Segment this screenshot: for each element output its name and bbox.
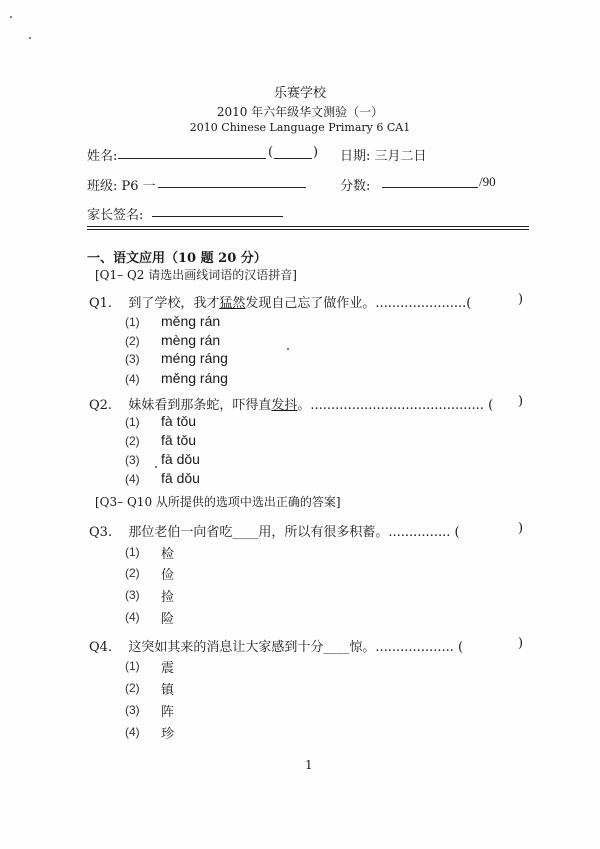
name-field[interactable] <box>118 158 266 159</box>
option-number: (1) <box>125 545 140 559</box>
score-total: /90 <box>479 174 496 189</box>
option-number: (1) <box>125 315 140 329</box>
option-text: 险 <box>161 612 175 627</box>
score-field[interactable] <box>382 187 478 188</box>
scan-speck <box>10 16 12 18</box>
option-number: (4) <box>125 372 140 386</box>
option-number: (2) <box>125 334 140 348</box>
name-label: 姓名: <box>87 149 118 164</box>
question-q4 <box>89 636 463 655</box>
class-number-paren-open: ( <box>268 145 274 160</box>
option-number: (1) <box>125 415 140 429</box>
option-text: 俭 <box>161 568 175 583</box>
divider <box>87 229 529 230</box>
question-q3 <box>89 521 460 540</box>
parent-signature-field[interactable] <box>152 216 283 217</box>
option-text: 检 <box>161 547 175 562</box>
option-number: (4) <box>125 610 140 624</box>
option-text: 震 <box>161 661 175 676</box>
question-number: Q1. <box>89 296 113 311</box>
option-text: fā tǒu <box>161 432 197 448</box>
question-q1 <box>89 292 471 311</box>
option-number: (3) <box>125 453 140 467</box>
question-q2 <box>89 394 493 413</box>
option-text: méng ráng <box>161 350 228 366</box>
answer-blank: ____ <box>323 640 350 655</box>
option-number: (3) <box>125 352 140 366</box>
question-text-tail: 用，所以有很多积蓄。............... ( <box>258 525 460 540</box>
underlined-word: 猛然 <box>219 296 246 311</box>
test-title-chinese: 2010 年六年级华文测验（一） <box>216 105 384 119</box>
option-text: 阵 <box>161 705 175 720</box>
question-text-tail: 惊。................... ( <box>349 640 464 655</box>
scan-speck <box>287 348 289 350</box>
option-number: (3) <box>125 703 140 717</box>
option-number: (2) <box>125 566 140 580</box>
class-number-paren-close: ) <box>313 145 319 160</box>
option-text: fā dǒu <box>161 470 200 486</box>
class-label: 班级: P6 一 <box>87 179 156 194</box>
question-text: 妹妹看到那条蛇，吓得直 <box>128 398 272 413</box>
question-number: Q4. <box>89 640 113 655</box>
question-text: 到了学校，我才 <box>128 296 220 311</box>
answer-paren-close[interactable]: ) <box>518 521 524 536</box>
option-text: fà dǒu <box>161 451 200 467</box>
option-number: (2) <box>125 434 140 448</box>
score-label: 分数: <box>340 179 371 194</box>
question-text: 那位老伯一向省吃 <box>128 525 233 540</box>
class-field[interactable] <box>158 187 306 188</box>
question-number: Q3. <box>89 525 113 540</box>
option-text: 珍 <box>161 727 175 742</box>
page-number: 1 <box>305 758 313 772</box>
option-number: (4) <box>125 472 140 486</box>
option-number: (2) <box>125 681 140 695</box>
date-label: 日期: 三月二日 <box>340 149 427 164</box>
option-text: 镇 <box>161 683 175 698</box>
question-text-tail: 发现自己忘了做作业。......................( <box>245 296 472 311</box>
option-number: (4) <box>125 725 140 739</box>
divider <box>87 226 529 227</box>
instruction-q3-q10: [Q3– Q10 从所提供的选项中选出正确的答案] <box>95 495 341 509</box>
question-text: 这突如其来的消息让大家感到十分 <box>128 640 324 655</box>
question-text-tail: 。.......................................... ( <box>297 398 494 413</box>
option-text: měng rán <box>161 313 221 329</box>
answer-paren-close[interactable]: ) <box>518 292 524 307</box>
option-text: 捡 <box>161 590 175 605</box>
section-heading: 一、语文应用（10 题 20 分） <box>87 251 267 266</box>
class-number-field[interactable] <box>274 158 312 159</box>
answer-blank: ____ <box>232 525 259 540</box>
answer-paren-close[interactable]: ) <box>518 636 524 651</box>
instruction-q1-q2: [Q1– Q2 请选出画线词语的汉语拼音] <box>95 268 297 282</box>
question-number: Q2. <box>89 398 113 413</box>
option-number: (3) <box>125 588 140 602</box>
option-text: fà tǒu <box>161 413 197 429</box>
test-title-english: 2010 Chinese Language Primary 6 CA1 <box>189 121 411 134</box>
school-name: 乐赛学校 <box>273 86 326 101</box>
underlined-word: 发抖 <box>271 398 298 413</box>
scan-speck <box>155 466 157 468</box>
scan-speck <box>29 37 31 39</box>
answer-paren-close[interactable]: ) <box>518 394 524 409</box>
parent-signature-label: 家长签名: <box>87 208 144 223</box>
option-number: (1) <box>125 659 140 673</box>
option-text: mèng rán <box>161 332 221 348</box>
option-text: měng ráng <box>161 370 228 386</box>
